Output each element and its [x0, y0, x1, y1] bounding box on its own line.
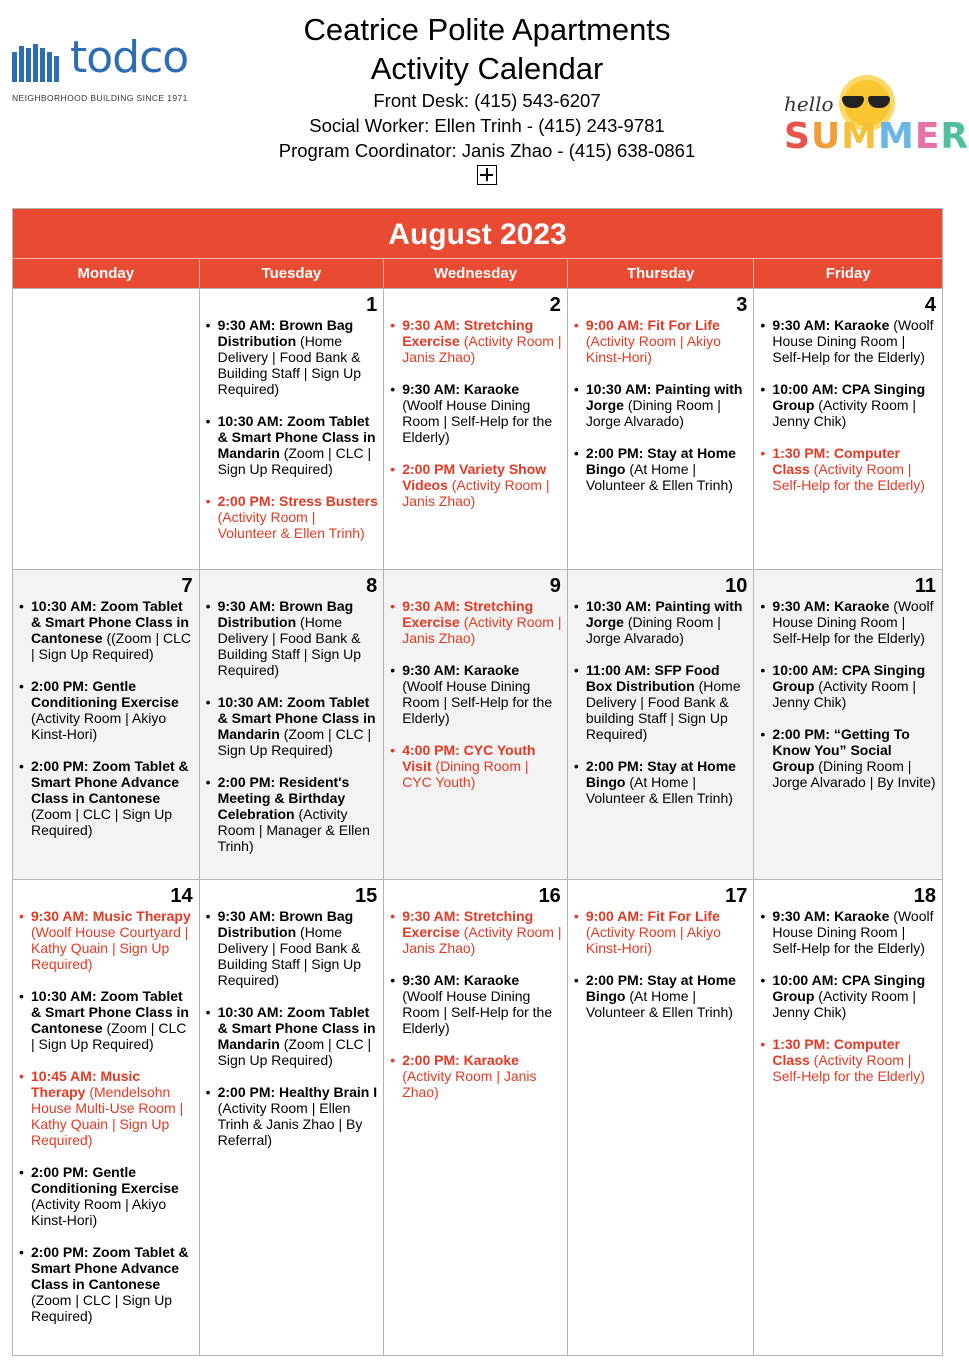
event-title: 2:00 PM: Healthy Brain I: [217, 1084, 378, 1100]
event-item: [573, 758, 749, 806]
day-number: 11: [914, 575, 936, 597]
event-title: 10:30 AM: Zoom Tablet & Smart Phone Class in Cantonese: [31, 598, 189, 646]
event-title: 2:00 PM: Resident's Meeting & Birthday Celebration: [217, 774, 350, 822]
event-item: [205, 908, 379, 988]
event-title: 9:30 AM: Karaoke: [402, 662, 520, 678]
event-list: [205, 908, 379, 1148]
event-item: [389, 461, 562, 509]
event-details: (At Home | Volunteer & Ellen Trinh): [585, 988, 733, 1020]
event-title: 9:30 AM: Stretching Exercise: [402, 908, 534, 940]
event-details: (Activity Room | Jenny Chik): [772, 397, 917, 429]
event-item: [389, 662, 562, 726]
day-number: 16: [538, 885, 561, 907]
event-details: (Zoom | CLC | Sign Up Required): [217, 1036, 372, 1068]
event-item: [759, 1036, 937, 1084]
event-details: (At Home | Volunteer & Ellen Trinh): [585, 461, 733, 493]
logo-wordmark: todco: [70, 32, 189, 83]
event-item: [389, 1052, 562, 1100]
event-title: 10:45 AM: Music Therapy: [31, 1068, 141, 1100]
page-title-building: Ceatrice Polite Apartments: [303, 12, 671, 47]
event-list: [389, 908, 562, 1100]
event-item: [759, 445, 937, 493]
event-list: [759, 317, 937, 493]
todco-logo: [12, 32, 212, 110]
event-details: (At Home | Volunteer & Ellen Trinh): [585, 774, 733, 806]
event-title: 10:00 AM: CPA Singing Group: [772, 972, 926, 1004]
event-title: 9:30 AM: Brown Bag Distribution: [217, 598, 354, 630]
event-item: [389, 972, 562, 1036]
event-title: 9:30 AM: Stretching Exercise: [402, 317, 534, 349]
event-title: 2:00 PM: Stay at Home Bingo: [585, 972, 736, 1004]
event-item: [205, 1004, 379, 1068]
event-details: (Woolf House Dining Room | Self-Help for the Elderly): [772, 598, 934, 646]
event-title: 10:30 AM: Zoom Tablet & Smart Phone Class in Mandarin: [217, 413, 376, 461]
event-details: (Woolf House Dining Room | Self-Help for the Elderly): [402, 988, 553, 1036]
event-item: [205, 317, 379, 397]
event-title: 2:00 PM: Stay at Home Bingo: [585, 758, 736, 790]
event-details: (Activity Room | Janis Zhao): [402, 614, 562, 646]
event-details: (Dining Room | Jorge Alvarado): [585, 397, 721, 429]
event-title: 2:00 PM: Gentle Conditioning Exercise: [31, 678, 179, 710]
event-title: 1:30 PM: Computer Class: [772, 1036, 900, 1068]
event-item: [573, 972, 749, 1020]
event-title: 9:30 AM: Brown Bag Distribution: [217, 317, 354, 349]
weekday-thursday: Thursday: [567, 259, 754, 288]
event-details: (Activity Room | Janis Zhao): [402, 333, 562, 365]
event-list: [205, 598, 379, 854]
event-title: 9:00 AM: Fit For Life: [585, 908, 720, 924]
event-item: [389, 317, 562, 365]
event-details: (Dining Room | Jorge Alvarado | By Invite): [772, 758, 936, 790]
event-title: 10:30 AM: Zoom Tablet & Smart Phone Class in Mandarin: [217, 694, 376, 742]
event-details: (Woolf House Courtyard | Kathy Quain | Sign Up Required): [31, 924, 189, 972]
event-details: (Activity Room | Janis Zhao): [402, 924, 562, 956]
event-details: (Activity Room | Akiyo Kinst-Hori): [585, 924, 721, 956]
event-item: [759, 381, 937, 429]
event-details: (Mendelsohn House Multi-Use Room | Kathy Quain | Sign Up Required): [31, 1084, 184, 1148]
event-details: (Activity Room | Self-Help for the Elderly): [772, 461, 925, 493]
event-title: 2:00 PM: Zoom Tablet & Smart Phone Advance Class in Cantonese: [31, 1244, 189, 1292]
event-item: [18, 1244, 194, 1324]
event-details: (Zoom | CLC | Sign Up Required): [31, 1292, 173, 1324]
event-item: [759, 972, 937, 1020]
event-item: [573, 662, 749, 742]
day-number: 8: [366, 575, 378, 597]
event-title: 9:30 AM: Karaoke: [772, 598, 890, 614]
hello-text: hello: [784, 92, 834, 116]
event-list: [759, 598, 937, 790]
event-item: [389, 598, 562, 646]
event-list: [389, 317, 562, 509]
event-title: 2:00 PM: Gentle Conditioning Exercise: [31, 1164, 179, 1196]
event-list: [18, 908, 194, 1324]
event-details: (Dining Room | Jorge Alvarado): [585, 614, 721, 646]
event-list: [573, 317, 749, 493]
day-number: 14: [170, 885, 193, 907]
event-title: 2:00 PM: Karaoke: [402, 1052, 519, 1068]
weekday-wednesday: Wednesday: [383, 259, 567, 288]
event-details: (Zoom | CLC | Sign Up Required): [31, 1020, 187, 1052]
event-details: (Activity Room | Self-Help for the Elderly): [772, 1052, 925, 1084]
event-details: (Activity Room | Akiyo Kinst-Hori): [585, 333, 721, 365]
event-title: 2:00 PM: “Getting To Know You” Social Group: [772, 726, 910, 774]
event-item: [18, 908, 194, 972]
event-item: [205, 694, 379, 758]
event-details: (Activity Room | Volunteer & Ellen Trinh): [217, 509, 365, 541]
day-number: 18: [913, 885, 936, 907]
event-title: 10:30 AM: Painting with Jorge: [585, 598, 743, 630]
day-cell: [199, 570, 384, 879]
page-title-calendar: Activity Calendar: [370, 51, 604, 86]
event-title: 9:30 AM: Karaoke: [772, 908, 890, 924]
weekday-header-row: [13, 258, 942, 288]
event-title: 2:00 PM: Stay at Home Bingo: [585, 445, 736, 477]
sunglasses-icon: [838, 96, 896, 110]
day-cell: [567, 289, 754, 569]
event-item: [389, 742, 562, 790]
event-details: (Activity Room | Jenny Chik): [772, 678, 917, 710]
event-title: 2:00 PM: Zoom Tablet & Smart Phone Advance Class in Cantonese: [31, 758, 189, 806]
event-details: (Zoom | CLC | Sign Up Required): [217, 726, 372, 758]
event-item: [389, 908, 562, 956]
day-cell: [383, 880, 567, 1355]
event-item: [18, 1164, 194, 1228]
summer-text: SUMMER: [784, 116, 969, 157]
event-details: (Activity Room | Ellen Trinh & Janis Zhao | By Referral): [217, 1100, 363, 1148]
event-title: 10:00 AM: CPA Singing Group: [772, 381, 926, 413]
event-details: (Woolf House Dining Room | Self-Help for the Elderly): [402, 397, 553, 445]
event-item: [205, 1084, 379, 1148]
day-cell: [753, 289, 942, 569]
month-title: August 2023: [13, 209, 942, 258]
day-number: 10: [725, 575, 748, 597]
event-details: (Activity Room | Janis Zhao): [402, 477, 550, 509]
front-desk-contact: Front Desk: (415) 543-6207: [373, 90, 601, 111]
event-details: (Woolf House Dining Room | Self-Help for the Elderly): [772, 317, 934, 365]
hello-summer-graphic: [782, 70, 969, 165]
weekday-monday: Monday: [77, 265, 135, 282]
day-cell: [13, 570, 199, 879]
event-item: [18, 598, 194, 662]
event-title: 10:30 AM: Zoom Tablet & Smart Phone Class in Cantonese: [31, 988, 189, 1036]
day-cell: [567, 880, 754, 1355]
day-cell: [567, 570, 754, 879]
event-title: 10:00 AM: CPA Singing Group: [772, 662, 926, 694]
event-list: [18, 598, 194, 838]
event-item: [205, 598, 379, 678]
event-title: 2:00 PM Variety Show Videos: [402, 461, 547, 493]
event-details: (Activity Room | Janis Zhao): [402, 1068, 537, 1100]
event-details: (Activity Room | Akiyo Kinst-Hori): [31, 710, 167, 742]
event-title: 9:30 AM: Stretching Exercise: [402, 598, 534, 630]
event-list: [759, 908, 937, 1084]
event-details: (Home Delivery | Food Bank & building Staff | Sign Up Required): [585, 678, 741, 742]
day-number: 9: [549, 575, 561, 597]
event-title: 11:00 AM: SFP Food Box Distribution: [585, 662, 720, 694]
event-item: [18, 1068, 194, 1148]
event-title: 9:30 AM: Karaoke: [402, 381, 520, 397]
day-number: 3: [736, 294, 748, 316]
event-item: [205, 493, 379, 541]
event-list: [573, 598, 749, 806]
event-details: (Activity Room | Akiyo Kinst-Hori): [31, 1196, 167, 1228]
social-worker-contact: Social Worker: Ellen Trinh - (415) 243-9781: [309, 115, 665, 136]
event-item: [389, 381, 562, 445]
event-title: 9:00 AM: Fit For Life: [585, 317, 720, 333]
event-list: [205, 317, 379, 541]
add-icon[interactable]: [477, 165, 497, 185]
calendar-weeks: [13, 288, 942, 1355]
event-details: ((Zoom | CLC | Sign Up Required): [31, 630, 192, 662]
day-cell: [753, 880, 942, 1355]
event-title: 9:30 AM: Karaoke: [402, 972, 520, 988]
event-title: 9:30 AM: Karaoke: [772, 317, 890, 333]
event-item: [759, 726, 937, 790]
event-item: [759, 598, 937, 646]
event-item: [573, 381, 749, 429]
calendar-week-row: [13, 288, 942, 569]
calendar-week-row: [13, 879, 942, 1355]
weekday-tuesday: Tuesday: [199, 259, 384, 288]
event-list: [573, 908, 749, 1020]
event-item: [205, 413, 379, 477]
building-bars-icon: [12, 44, 59, 82]
event-details: (Zoom | CLC | Sign Up Required): [31, 806, 173, 838]
event-item: [573, 598, 749, 646]
event-item: [573, 908, 749, 956]
event-details: (Home Delivery | Food Bank & Building Staff | Sign Up Required): [217, 924, 362, 988]
event-item: [573, 317, 749, 365]
event-list: [389, 598, 562, 790]
event-title: 4:00 PM: CYC Youth Visit: [402, 742, 536, 774]
activity-calendar: [12, 208, 943, 1356]
event-details: (Activity Room | Jenny Chik): [772, 988, 917, 1020]
event-details: (Zoom | CLC | Sign Up Required): [217, 445, 372, 477]
event-title: 9:30 AM: Brown Bag Distribution: [217, 908, 354, 940]
day-number: 17: [725, 885, 748, 907]
calendar-week-row: [13, 569, 942, 879]
event-item: [759, 317, 937, 365]
event-details: (Home Delivery | Food Bank & Building Staff | Sign Up Required): [217, 333, 362, 397]
day-cell: [199, 289, 384, 569]
day-number: 7: [181, 575, 193, 597]
event-item: [18, 758, 194, 838]
event-details: (Woolf House Dining Room | Self-Help for the Elderly): [402, 678, 553, 726]
event-item: [573, 445, 749, 493]
weekday-friday: Friday: [753, 259, 942, 288]
day-number: 2: [549, 294, 561, 316]
event-item: [759, 662, 937, 710]
event-title: 9:30 AM: Music Therapy: [31, 908, 191, 924]
day-number: 1: [366, 294, 378, 316]
event-title: 1:30 PM: Computer Class: [772, 445, 900, 477]
event-title: 10:30 AM: Painting with Jorge: [585, 381, 743, 413]
event-item: [759, 908, 937, 956]
day-cell: [13, 289, 199, 569]
day-number: [18, 293, 194, 317]
event-item: [18, 988, 194, 1052]
day-cell: [199, 880, 384, 1355]
day-number: 15: [354, 885, 378, 907]
event-details: (Dining Room | CYC Youth): [402, 758, 529, 790]
event-item: [18, 678, 194, 742]
program-coordinator-contact: Program Coordinator: Janis Zhao - (415) 638-0861: [278, 140, 696, 161]
event-title: 2:00 PM: Stress Busters: [217, 493, 378, 509]
day-cell: [383, 570, 567, 879]
day-cell: [753, 570, 942, 879]
day-cell: [13, 880, 199, 1355]
day-cell: [383, 289, 567, 569]
calendar-header: [230, 10, 744, 190]
logo-tagline: NEIGHBORHOOD BUILDING SINCE 1971: [12, 93, 188, 103]
day-number: 4: [924, 294, 936, 316]
event-details: (Home Delivery | Food Bank & Building Staff | Sign Up Required): [217, 614, 362, 678]
event-item: [205, 774, 379, 854]
event-details: (Activity Room | Manager & Ellen Trinh): [217, 806, 370, 854]
event-title: 10:30 AM: Zoom Tablet & Smart Phone Class in Mandarin: [217, 1004, 376, 1052]
event-details: (Woolf House Dining Room | Self-Help for the Elderly): [772, 908, 934, 956]
